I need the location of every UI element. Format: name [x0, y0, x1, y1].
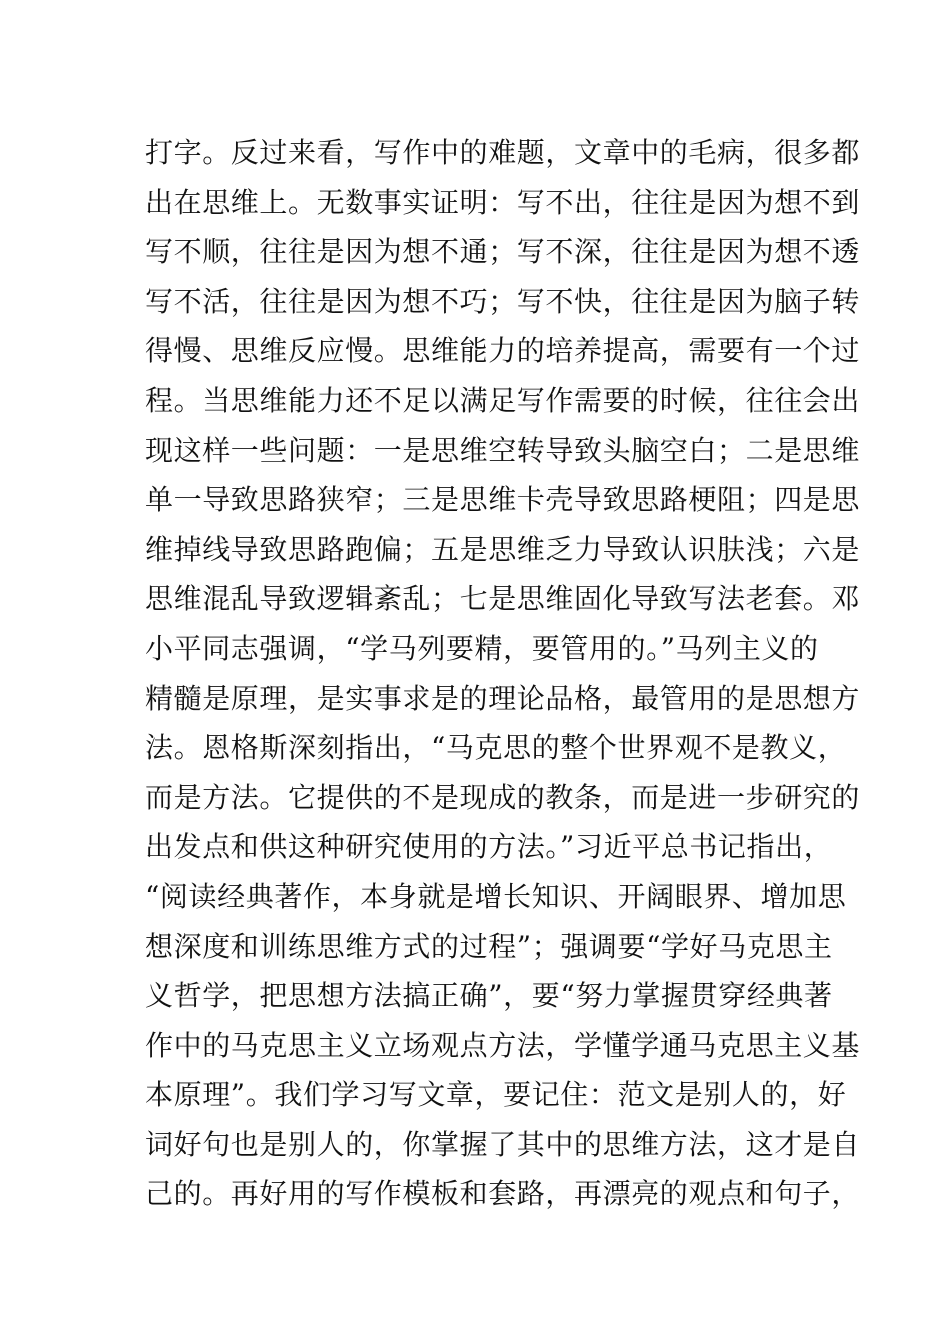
text-line: 思维混乱导致逻辑紊乱；七是思维固化导致写法老套。邓 [145, 582, 861, 616]
text-line: 己的。再好用的写作模板和套路，再漂亮的观点和句子， [145, 1177, 861, 1211]
text-line: 出在思维上。无数事实证明：写不出，往往是因为想不到 [145, 185, 861, 219]
text-line: 打字。反过来看，写作中的难题，文章中的毛病，很多都 [145, 136, 861, 169]
text-line: 维掉线导致思路跑偏；五是思维乏力导致认识肤浅；六是 [145, 532, 861, 566]
text-line: 词好句也是别人的，你掌握了其中的思维方法，这才是自 [145, 1127, 861, 1161]
text-line: 法。恩格斯深刻指出，“马克思的整个世界观不是教义， [145, 731, 847, 765]
text-line: 得慢、思维反应慢。思维能力的培养提高，需要有一个过 [145, 334, 861, 368]
text-line: 单一导致思路狭窄；三是思维卡壳导致思路梗阻；四是思 [145, 483, 861, 517]
text-line: 想深度和训练思维方式的过程”；强调要“学好马克思主 [145, 929, 833, 963]
text-line: 写不顺，往往是因为想不通；写不深，往往是因为想不透 [145, 235, 861, 269]
body-paragraph [145, 128, 861, 1219]
text-line: 现这样一些问题：一是思维空转导致头脑空白；二是思维 [145, 433, 861, 467]
text-line: 小平同志强调，“学马列要精，要管用的。”马列主义的 [145, 631, 819, 665]
text-line: 写不活，往往是因为想不巧；写不快，往往是因为脑子转 [145, 284, 861, 318]
text-line: 本原理”。我们学习写文章，要记住：范文是别人的，好 [145, 1078, 847, 1112]
text-line: 精髓是原理，是实事求是的理论品格，最管用的是思想方 [145, 681, 861, 715]
text-line: “阅读经典著作，本身就是增长知识、开阔眼界、增加思 [145, 879, 847, 913]
text-line: 程。当思维能力还不足以满足写作需要的时候，往往会出 [145, 383, 861, 417]
text-line: 义哲学，把思想方法搞正确”，要“努力掌握贯穿经典著 [145, 979, 833, 1013]
text-line: 出发点和供这种研究使用的方法。”习近平总书记指出， [145, 830, 833, 864]
text-line: 而是方法。它提供的不是现成的教条，而是进一步研究的 [145, 780, 861, 814]
text-line: 作中的马克思主义立场观点方法，学懂学通马克思主义基 [145, 1028, 861, 1062]
